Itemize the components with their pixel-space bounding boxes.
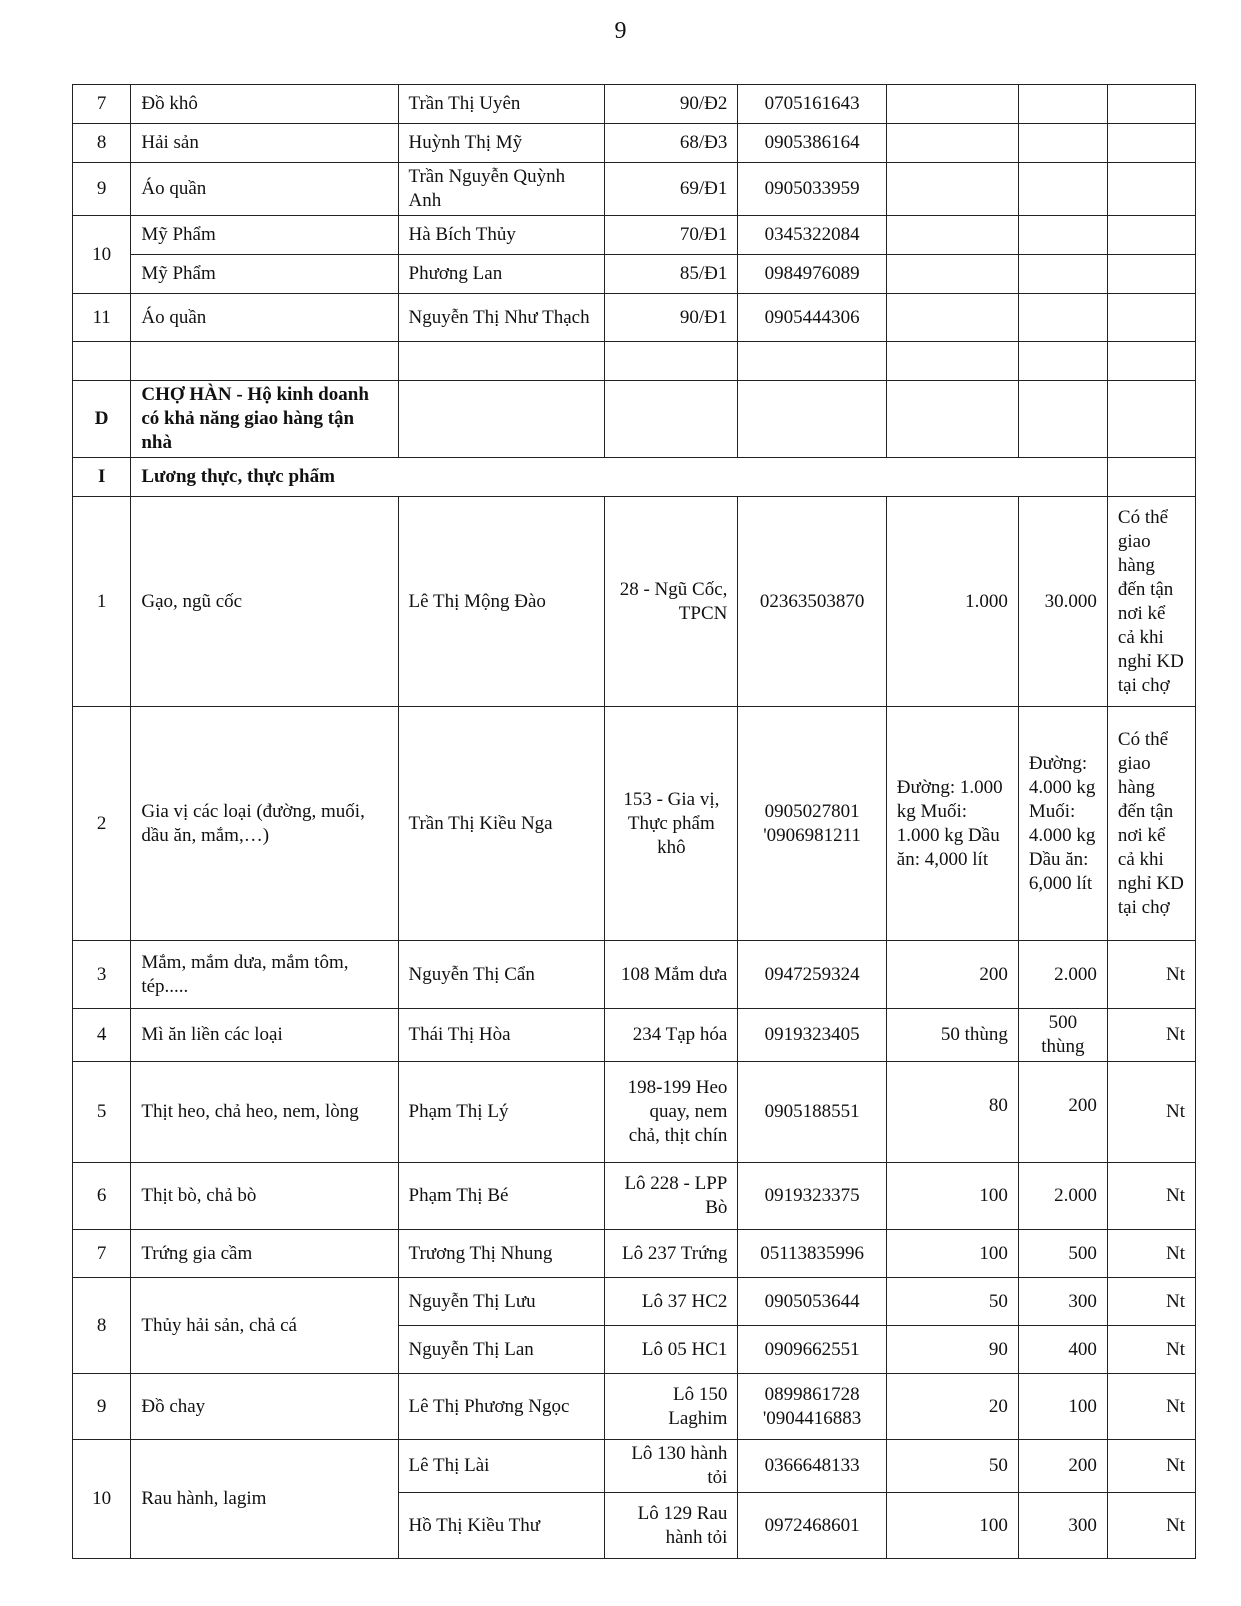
item-cell: Áo quần xyxy=(131,163,398,216)
phone-cell: 02363503870 xyxy=(738,497,886,707)
stt-cell: 8 xyxy=(73,124,131,163)
stt-cell: 9 xyxy=(73,163,131,216)
name-cell: Trần Thị Kiều Nga xyxy=(398,707,605,941)
stt-cell: 8 xyxy=(73,1278,131,1374)
name-cell: Hồ Thị Kiều Thư xyxy=(398,1493,605,1559)
note-cell: Nt xyxy=(1107,1493,1195,1559)
table-row xyxy=(73,124,1196,163)
stt-cell: 4 xyxy=(73,1009,131,1062)
capacity-max-cell: Đường: 4.000 kg Muối: 4.000 kg Dầu ăn: 6,000 lít xyxy=(1018,707,1107,941)
capacity-current-cell: 1.000 xyxy=(886,497,1018,707)
location-cell: Lô 129 Rau hành tỏi xyxy=(605,1493,738,1559)
name-cell: Thái Thị Hòa xyxy=(398,1009,605,1062)
location-cell: Lô 130 hành tỏi xyxy=(605,1440,738,1493)
stt-cell: 7 xyxy=(73,85,131,124)
capacity-max-cell: 200 xyxy=(1018,1062,1107,1163)
name-cell: Nguyễn Thị Như Thạch xyxy=(398,294,605,342)
name-cell: Trương Thị Nhung xyxy=(398,1230,605,1278)
capacity-max-cell: 2.000 xyxy=(1018,1163,1107,1230)
phone-cell: 0972468601 xyxy=(738,1493,886,1559)
phone-cell: 05113835996 xyxy=(738,1230,886,1278)
stt-cell: 1 xyxy=(73,497,131,707)
item-cell: Thịt bò, chả bò xyxy=(131,1163,398,1230)
phone-cell: 0905033959 xyxy=(738,163,886,216)
name-cell: Nguyễn Thị Lan xyxy=(398,1326,605,1374)
capacity-max-cell: 500 xyxy=(1018,1230,1107,1278)
location-cell: Lô 150 Laghim xyxy=(605,1374,738,1440)
item-cell: Mì ăn liền các loại xyxy=(131,1009,398,1062)
capacity-max-cell: 100 xyxy=(1018,1374,1107,1440)
capacity-current-cell: 20 xyxy=(886,1374,1018,1440)
item-cell: Mỹ Phẩm xyxy=(131,216,398,255)
name-cell: Hà Bích Thủy xyxy=(398,216,605,255)
stt-cell: 10 xyxy=(73,216,131,294)
phone-cell: 0919323405 xyxy=(738,1009,886,1062)
phone-cell: 0366648133 xyxy=(738,1440,886,1493)
note-cell: Nt xyxy=(1107,1374,1195,1440)
capacity-current-cell: Đường: 1.000 kg Muối: 1.000 kg Dầu ăn: 4,000 lít xyxy=(886,707,1018,941)
location-cell: 69/Đ1 xyxy=(605,163,738,216)
name-cell: Huỳnh Thị Mỹ xyxy=(398,124,605,163)
location-cell: 90/Đ1 xyxy=(605,294,738,342)
item-cell: Gia vị các loại (đường, muối, dầu ăn, mắm,…) xyxy=(131,707,398,941)
stt-cell: 3 xyxy=(73,941,131,1009)
location-cell: 68/Đ3 xyxy=(605,124,738,163)
location-cell: 234 Tạp hóa xyxy=(605,1009,738,1062)
capacity-current-cell: 100 xyxy=(886,1493,1018,1559)
capacity-current-cell: 100 xyxy=(886,1163,1018,1230)
location-cell: 85/Đ1 xyxy=(605,255,738,294)
capacity-current-cell: 200 xyxy=(886,941,1018,1009)
section-code: I xyxy=(73,458,131,497)
capacity-max-cell: 400 xyxy=(1018,1326,1107,1374)
location-cell: 153 - Gia vị, Thực phẩm khô xyxy=(605,707,738,941)
table-row xyxy=(73,1374,1196,1440)
phone-cell: 0345322084 xyxy=(738,216,886,255)
phone-cell: 0905444306 xyxy=(738,294,886,342)
capacity-max-cell: 300 xyxy=(1018,1278,1107,1326)
phone-cell: 0899861728 '0904416883 xyxy=(738,1374,886,1440)
name-cell: Phương Lan xyxy=(398,255,605,294)
capacity-current-cell: 80 xyxy=(886,1062,1018,1163)
capacity-current-cell: 50 xyxy=(886,1278,1018,1326)
item-cell: Thủy hải sản, chả cá xyxy=(131,1278,398,1374)
table-row xyxy=(73,1440,1196,1493)
section-code: D xyxy=(73,381,131,458)
capacity-current-cell: 100 xyxy=(886,1230,1018,1278)
item-cell: Trứng gia cầm xyxy=(131,1230,398,1278)
table-row xyxy=(73,294,1196,342)
section-title: Lương thực, thực phẩm xyxy=(131,458,1108,497)
table-row xyxy=(73,1009,1196,1062)
name-cell: Lê Thị Mộng Đào xyxy=(398,497,605,707)
table-row xyxy=(73,941,1196,1009)
phone-cell: 0905188551 xyxy=(738,1062,886,1163)
phone-cell: 0947259324 xyxy=(738,941,886,1009)
name-cell: Lê Thị Phương Ngọc xyxy=(398,1374,605,1440)
capacity-current-cell: 90 xyxy=(886,1326,1018,1374)
name-cell: Lê Thị Lài xyxy=(398,1440,605,1493)
location-cell: Lô 237 Trứng xyxy=(605,1230,738,1278)
item-cell: Đồ khô xyxy=(131,85,398,124)
location-cell: 90/Đ2 xyxy=(605,85,738,124)
note-cell: Nt xyxy=(1107,1230,1195,1278)
stt-cell: 9 xyxy=(73,1374,131,1440)
name-cell: Trần Nguyễn Quỳnh Anh xyxy=(398,163,605,216)
name-cell: Phạm Thị Lý xyxy=(398,1062,605,1163)
merchant-table xyxy=(72,84,1196,1559)
page-number: 9 xyxy=(614,18,627,44)
phone-cell: 0905386164 xyxy=(738,124,886,163)
section-row xyxy=(73,381,1196,458)
phone-cell: 0705161643 xyxy=(738,85,886,124)
note-cell: Nt xyxy=(1107,1278,1195,1326)
item-cell: Hải sản xyxy=(131,124,398,163)
capacity-max-cell: 30.000 xyxy=(1018,497,1107,707)
table-row xyxy=(73,1278,1196,1326)
name-cell: Phạm Thị Bé xyxy=(398,1163,605,1230)
note-cell: Có thể giao hàng đến tận nơi kể cả khi nghỉ KD tại chợ xyxy=(1107,497,1195,707)
phone-cell: 0984976089 xyxy=(738,255,886,294)
capacity-max-cell: 300 xyxy=(1018,1493,1107,1559)
phone-cell: 0909662551 xyxy=(738,1326,886,1374)
location-cell: Lô 228 - LPP Bò xyxy=(605,1163,738,1230)
item-cell: Rau hành, lagim xyxy=(131,1440,398,1559)
location-cell: 198-199 Heo quay, nem chả, thịt chín xyxy=(605,1062,738,1163)
location-cell: 70/Đ1 xyxy=(605,216,738,255)
phone-cell: 0905053644 xyxy=(738,1278,886,1326)
item-cell: Mắm, mắm dưa, mắm tôm, tép..... xyxy=(131,941,398,1009)
item-cell: Thịt heo, chả heo, nem, lòng xyxy=(131,1062,398,1163)
note-cell: Nt xyxy=(1107,1440,1195,1493)
section-title: CHỢ HÀN - Hộ kinh doanh có khả năng giao hàng tận nhà xyxy=(131,381,398,458)
phone-cell: 0919323375 xyxy=(738,1163,886,1230)
name-cell: Nguyễn Thị Lưu xyxy=(398,1278,605,1326)
item-cell: Đồ chay xyxy=(131,1374,398,1440)
note-cell: Nt xyxy=(1107,1163,1195,1230)
table-row xyxy=(73,1230,1196,1278)
item-cell: Gạo, ngũ cốc xyxy=(131,497,398,707)
name-cell: Trần Thị Uyên xyxy=(398,85,605,124)
location-cell: Lô 05 HC1 xyxy=(605,1326,738,1374)
table-row xyxy=(73,1062,1196,1163)
item-cell: Mỹ Phẩm xyxy=(131,255,398,294)
stt-cell: 2 xyxy=(73,707,131,941)
stt-cell: 6 xyxy=(73,1163,131,1230)
blank-row xyxy=(73,342,1196,381)
phone-cell: 0905027801 '0906981211 xyxy=(738,707,886,941)
location-cell: Lô 37 HC2 xyxy=(605,1278,738,1326)
note-cell: Nt xyxy=(1107,1326,1195,1374)
stt-cell: 5 xyxy=(73,1062,131,1163)
note-cell: Nt xyxy=(1107,941,1195,1009)
table-row xyxy=(73,85,1196,124)
item-cell: Áo quần xyxy=(131,294,398,342)
name-cell: Nguyễn Thị Cẩn xyxy=(398,941,605,1009)
capacity-max-cell: 200 xyxy=(1018,1440,1107,1493)
stt-cell: 10 xyxy=(73,1440,131,1559)
note-cell: Nt xyxy=(1107,1009,1195,1062)
capacity-max-cell: 500 thùng xyxy=(1018,1009,1107,1062)
note-cell: Nt xyxy=(1107,1062,1195,1163)
note-cell: Có thể giao hàng đến tận nơi kể cả khi nghỉ KD tại chợ xyxy=(1107,707,1195,941)
section-row xyxy=(73,458,1196,497)
location-cell: 108 Mắm dưa xyxy=(605,941,738,1009)
capacity-max-cell: 2.000 xyxy=(1018,941,1107,1009)
location-cell: 28 - Ngũ Cốc, TPCN xyxy=(605,497,738,707)
capacity-current-cell: 50 thùng xyxy=(886,1009,1018,1062)
table-row xyxy=(73,216,1196,255)
stt-cell: 7 xyxy=(73,1230,131,1278)
table-row xyxy=(73,497,1196,707)
table-row xyxy=(73,1163,1196,1230)
stt-cell: 11 xyxy=(73,294,131,342)
table-row xyxy=(73,707,1196,941)
table-row xyxy=(73,163,1196,216)
table-row xyxy=(73,255,1196,294)
capacity-current-cell: 50 xyxy=(886,1440,1018,1493)
